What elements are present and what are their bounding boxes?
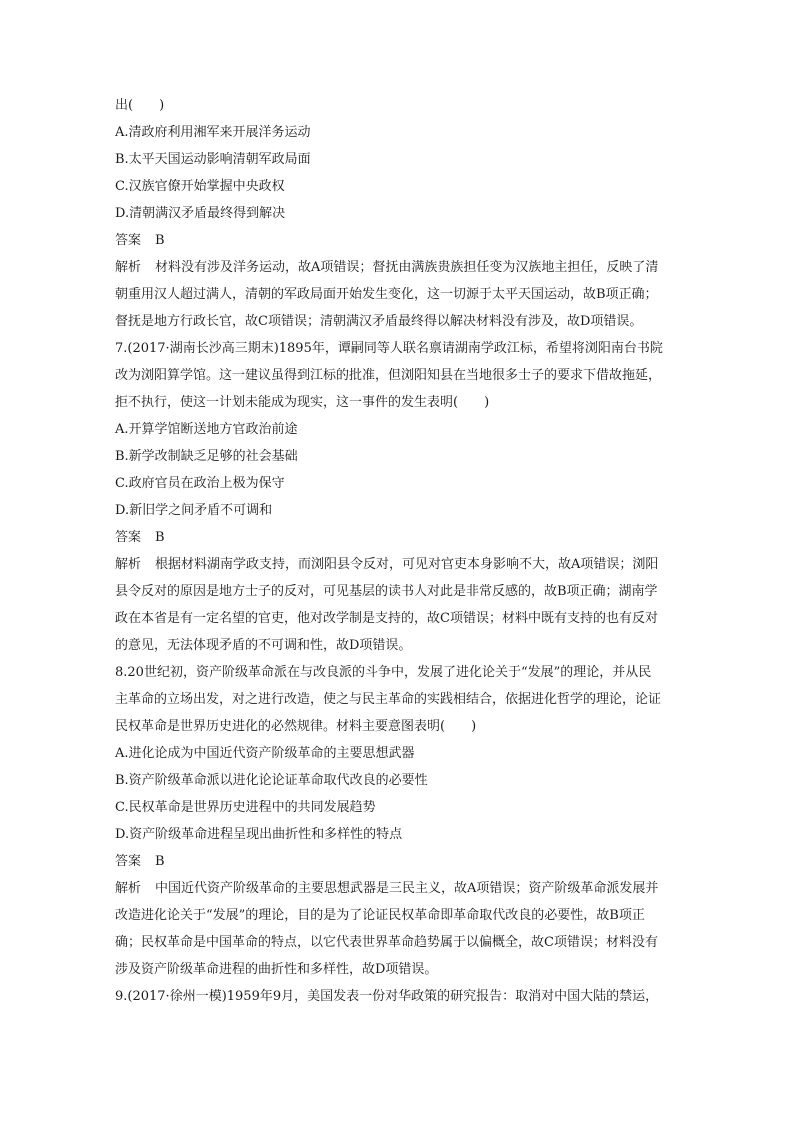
option-b: B.新学改制缺乏足够的社会基础 <box>115 449 298 464</box>
option-c: C.民权革命是世界历史进程中的共同发展趋势 <box>115 800 376 815</box>
analysis-line <box>115 875 685 902</box>
question-stem-line: 改为浏阳算学馆。这一建议虽得到江标的批准，但浏阳知县在当地很多士子的要求下借故拖延， <box>115 368 662 383</box>
option-d: D.清朝满汉矛盾最终得到解决 <box>115 206 286 221</box>
analysis-line: 县令反对的原因是地方士子的反对，可见基层的读书人对此是非常反感的，故B项正确；湖南学 <box>115 584 658 599</box>
question-stem-line: 民权革命是世界历史进化的必然规律。材料主要意图表明( ) <box>115 719 477 734</box>
answer-label: 答案 <box>115 854 142 869</box>
answer-row <box>115 848 685 875</box>
answer-row <box>115 524 685 551</box>
analysis-line <box>115 551 685 578</box>
question-stem-line: 8.20世纪初，资产阶级革命派在与改良派的斗争中，发展了进化论关于“发展”的理论，并从民 <box>115 665 652 680</box>
option-a: A.开算学馆断送地方官政治前途 <box>115 422 298 437</box>
answer-label: 答案 <box>115 530 142 545</box>
answer-row <box>115 227 685 254</box>
analysis-line <box>115 254 685 281</box>
analysis-line: 督抚是地方行政长官，故C项错误；清朝满汉矛盾最终得以解决材料没有涉及，故D项错误。 <box>115 314 643 329</box>
analysis-label: 解析 <box>115 881 142 896</box>
analysis-line: 涉及资产阶级革命进程的曲折性和多样性，故D项错误。 <box>115 962 438 977</box>
option-c: C.政府官员在政治上极为保守 <box>115 476 285 491</box>
analysis-line: 朝重用汉人超过满人，清朝的军政局面开始发生变化，这一切源于太平天国运动，故B项正确； <box>115 287 658 302</box>
analysis-text: 根据材料湖南学政支持，而浏阳县令反对，可见对官吏本身影响不大，故A项错误；浏阳 <box>155 557 659 572</box>
option-b: B.资产阶级革命派以进化论论证革命取代改良的必要性 <box>115 773 428 788</box>
question-stem-line: 7.(2017·湖南长沙高三期末)1895年，谭嗣同等人联名禀请湖南学政江标，希望将浏阳南台书院 <box>115 341 663 356</box>
option-c: C.汉族官僚开始掌握中央政权 <box>115 179 285 194</box>
question-stem-line: 9.(2017·徐州一模)1959年9月，美国发表一份对华政策的研究报告：取消对中国大陆的禁运， <box>115 989 659 1004</box>
answer-value: B <box>155 233 165 248</box>
option-d: D.资产阶级革命进程呈现出曲折性和多样性的特点 <box>115 827 403 842</box>
question-stem-line: 拒不执行，使这一计划未能成为现实，这一事件的发生表明( ) <box>115 395 490 410</box>
analysis-label: 解析 <box>115 557 142 572</box>
question-9 <box>115 983 685 1010</box>
question-6 <box>115 92 685 335</box>
option-a: A.清政府利用湘军来开展洋务运动 <box>115 125 311 140</box>
question-stem-tail: 出( ) <box>115 98 165 113</box>
analysis-line: 确；民权革命是中国革命的特点，以它代表世界革命趋势属于以偏概全，故C项错误；材料没有 <box>115 935 658 950</box>
analysis-line: 的意见，无法体现矛盾的不可调和性，故D项错误。 <box>115 638 412 653</box>
answer-value: B <box>155 854 165 869</box>
question-7 <box>115 335 685 659</box>
analysis-text: 中国近代资产阶级革命的主要思想武器是三民主义，故A项错误；资产阶级革命派发展并 <box>155 881 659 896</box>
answer-label: 答案 <box>115 233 142 248</box>
analysis-line: 政在本省是有一定名望的官吏，他对改学制是支持的，故C项错误；材料中既有支持的也有反对 <box>115 611 658 626</box>
option-d: D.新旧学之间矛盾不可调和 <box>115 503 273 518</box>
question-8 <box>115 659 685 983</box>
answer-value: B <box>155 530 165 545</box>
analysis-line: 改造进化论关于“发展”的理论，目的是为了论证民权革命即革命取代改良的必要性，故B项正 <box>115 908 645 923</box>
question-content <box>115 92 685 1010</box>
analysis-label: 解析 <box>115 260 142 275</box>
option-a: A.进化论成为中国近代资产阶级革命的主要思想武器 <box>115 746 415 761</box>
option-b: B.太平天国运动影响清朝军政局面 <box>115 152 311 167</box>
analysis-text: 材料没有涉及洋务运动，故A项错误；督抚由满族贵族担任变为汉族地主担任，反映了清 <box>155 260 659 275</box>
question-stem-line: 主革命的立场出发，对之进行改造，使之与民主革命的实践相结合，依据进化哲学的理论，论证 <box>115 692 662 707</box>
